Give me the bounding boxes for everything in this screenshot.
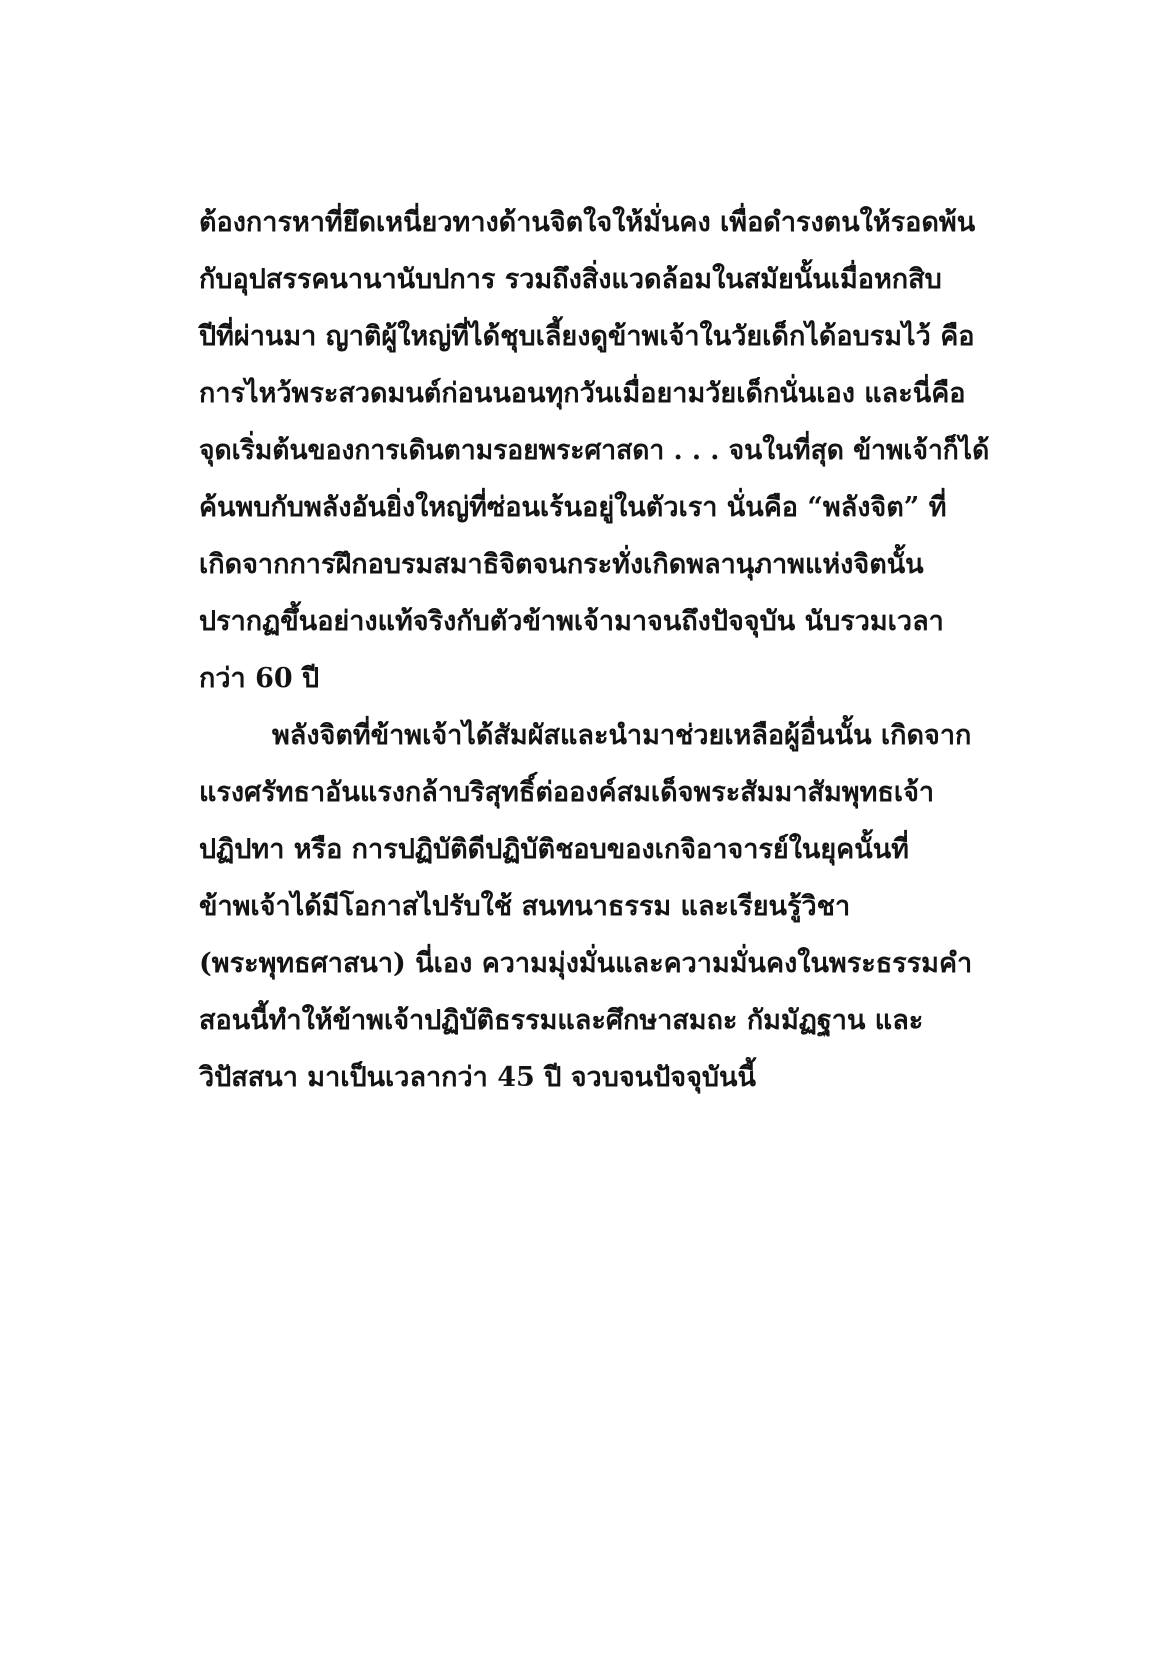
text-line: ปฏิปทา หรือ การปฏิบัติดีปฏิบัติชอบของเกจิอาจารย์ในยุคนั้นที่ [199,834,909,865]
text-line: ข้าพเจ้าได้มีโอกาสไปรับใช้ สนทนาธรรม และเรียนรู้วิชา [199,891,851,922]
text-line: จุดเริ่มต้นของการเดินตามรอยพระศาสดา . . . จนในที่สุด ข้าพเจ้าก็ได้ [199,435,990,466]
text-line: สอนนี้ทำให้ข้าพเจ้าปฏิบัติธรรมและศึกษาสมถะ กัมมัฏฐาน และ [199,1005,924,1036]
text-line: ค้นพบกับพลังอันยิ่งใหญ่ที่ซ่อนเร้นอยู่ในตัวเรา นั่นคือ “พลังจิต” ที่ [199,492,947,523]
text-line: วิปัสสนา มาเป็นเวลากว่า 45 ปี จวบจนปัจจุบันนี้ [199,1062,756,1093]
text-line: ปรากฏขึ้นอย่างแท้จริงกับตัวข้าพเจ้ามาจนถึงปัจจุบัน นับรวมเวลา [199,606,944,637]
text-line: พลังจิตที่ข้าพเจ้าได้สัมผัสและนำมาช่วยเหลือผู้อื่นนั้น เกิดจาก [272,720,972,751]
text-line: การไหว้พระสวดมนต์ก่อนนอนทุกวันเมื่อยามวัยเด็กนั่นเอง และนี่คือ [199,378,966,409]
text-line: แรงศรัทธาอันแรงกล้าบริสุทธิ์ต่อองค์สมเด็จพระสัมมาสัมพุทธเจ้า [199,777,935,808]
text-line: กับอุปสรรคนานานับปการ รวมถึงสิ่งแวดล้อมในสมัยนั้นเมื่อหกสิบ [199,264,942,295]
text-line: ปีที่ผ่านมา ญาติผู้ใหญ่ที่ได้ชุบเลี้ยงดูข้าพเจ้าในวัยเด็กได้อบรมไว้ คือ [199,321,975,352]
text-line: (พระพุทธศาสนา) นี่เอง ความมุ่งมั่นและความมั่นคงในพระธรรมคำ [199,948,973,979]
text-line: เกิดจากการฝึกอบรมสมาธิจิตจนกระทั่งเกิดพลานุภาพแห่งจิตนั้น [199,549,924,580]
text-line: ต้องการหาที่ยึดเหนี่ยวทางด้านจิตใจให้มั่นคง เพื่อดำรงตนให้รอดพ้น [199,207,976,238]
text-line: กว่า 60 ปี [199,663,320,694]
